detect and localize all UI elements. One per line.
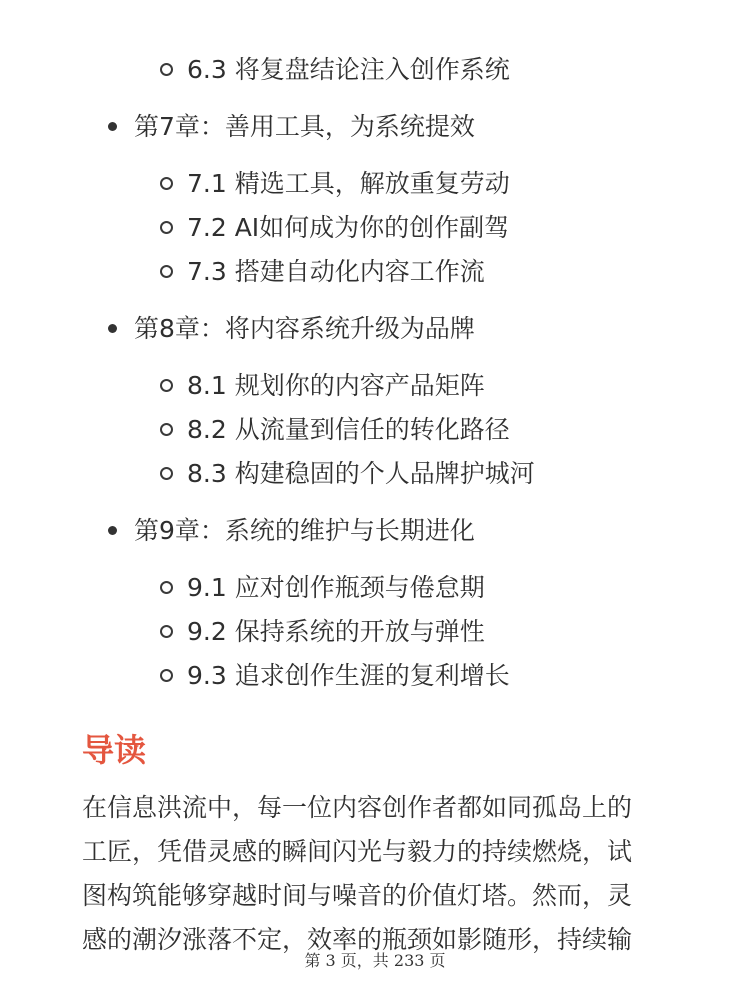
paragraph-line: 工匠，凭借灵感的瞬间闪光与毅力的持续燃烧，试 xyxy=(82,837,633,866)
toc-sub-item xyxy=(160,369,485,403)
paragraph-line: 感的潮汐涨落不定，效率的瓶颈如影随形，持续输 xyxy=(82,925,633,954)
paragraph-line: 图构筑能够穿越时间与噪音的价值灯塔。然而，灵 xyxy=(82,881,633,910)
page-number-footer: 第 3 页，共 233 页 xyxy=(304,951,446,970)
hollow-bullet-icon xyxy=(160,581,173,594)
toc-item-label: 8.1 规划你的内容产品矩阵 xyxy=(187,371,485,400)
toc-item-label: 第8章：将内容系统升级为品牌 xyxy=(134,314,475,343)
toc-chapter-item xyxy=(108,312,475,346)
intro-heading: 导读 xyxy=(82,731,147,769)
toc-item-label: 6.3 将复盘结论注入创作系统 xyxy=(187,55,510,84)
toc-sub-item xyxy=(160,615,485,649)
toc-item-label: 第7章：善用工具，为系统提效 xyxy=(134,112,475,141)
hollow-bullet-icon xyxy=(160,625,173,638)
hollow-bullet-icon xyxy=(160,221,173,234)
hollow-bullet-icon xyxy=(160,379,173,392)
toc-item-label: 7.1 精选工具，解放重复劳动 xyxy=(187,169,510,198)
toc-item-label: 8.2 从流量到信任的转化路径 xyxy=(187,415,510,444)
toc-chapter-item xyxy=(108,514,475,548)
intro-paragraph xyxy=(82,786,672,962)
solid-bullet-icon xyxy=(108,324,117,333)
toc-sub-item xyxy=(160,211,509,245)
toc-item-label: 7.3 搭建自动化内容工作流 xyxy=(187,257,485,286)
toc-item-label: 8.3 构建稳固的个人品牌护城河 xyxy=(187,459,535,488)
toc-sub-item xyxy=(160,53,510,87)
solid-bullet-icon xyxy=(108,122,117,131)
hollow-bullet-icon xyxy=(160,423,173,436)
toc-item-label: 9.3 追求创作生涯的复利增长 xyxy=(187,661,510,690)
toc-sub-item xyxy=(160,457,535,491)
solid-bullet-icon xyxy=(108,526,117,535)
toc-item-label: 9.2 保持系统的开放与弹性 xyxy=(187,617,485,646)
paragraph-line: 在信息洪流中，每一位内容创作者都如同孤岛上的 xyxy=(82,793,633,822)
toc-chapter-item xyxy=(108,110,475,144)
hollow-bullet-icon xyxy=(160,63,173,76)
toc-sub-item xyxy=(160,571,485,605)
toc-item-label: 9.1 应对创作瓶颈与倦怠期 xyxy=(187,573,485,602)
toc-sub-item xyxy=(160,255,485,289)
toc-item-label: 7.2 AI如何成为你的创作副驾 xyxy=(187,213,510,242)
toc-sub-item xyxy=(160,167,510,201)
hollow-bullet-icon xyxy=(160,265,173,278)
toc-sub-item xyxy=(160,413,510,447)
hollow-bullet-icon xyxy=(160,669,173,682)
hollow-bullet-icon xyxy=(160,177,173,190)
toc-item-label: 第9章：系统的维护与长期进化 xyxy=(134,516,475,545)
hollow-bullet-icon xyxy=(160,467,173,480)
toc-sub-item xyxy=(160,659,510,693)
